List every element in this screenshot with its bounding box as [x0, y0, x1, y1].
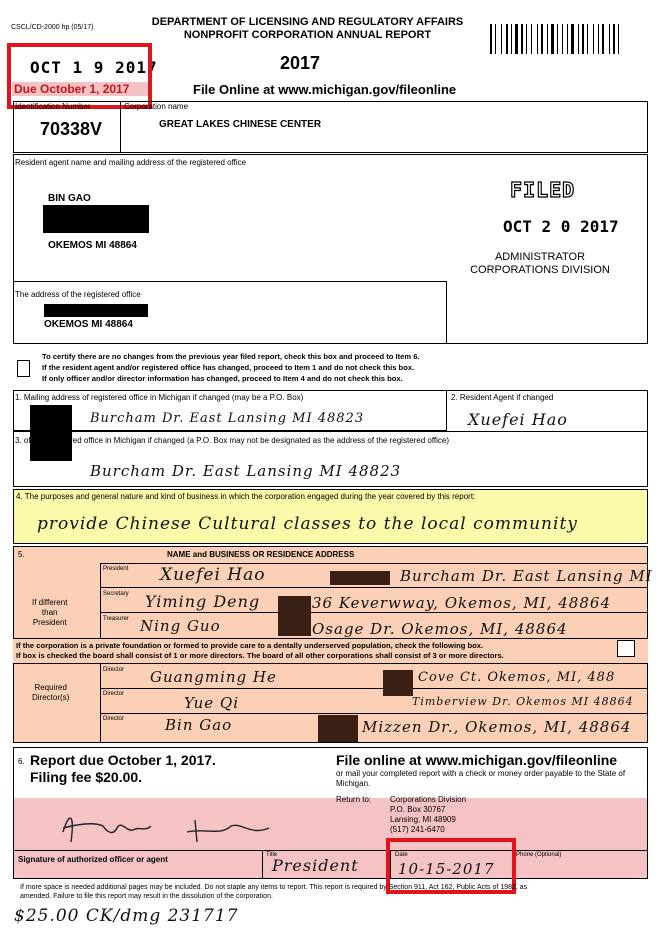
- required-directors-label: [32, 683, 69, 703]
- director-3-name: Bin Gao: [165, 716, 233, 734]
- officer-row-rule-2: [100, 612, 648, 613]
- president-text: President: [32, 618, 67, 627]
- item2-label: 2. Resident Agent if changed: [451, 393, 554, 402]
- due-date-stamp: Due October 1, 2017: [12, 82, 148, 96]
- phone-label: Phone (Optional): [516, 852, 562, 858]
- officer-row-rule-1: [100, 587, 648, 588]
- item6-num: 6.: [18, 757, 25, 766]
- form-id: CSCL/CD-2000 hp (05/17): [11, 24, 94, 31]
- return-address-line4: (517) 241-6470: [390, 825, 445, 834]
- item6-fee: Filing fee $20.00.: [30, 769, 143, 785]
- return-address-line2: P.O. Box 30767: [390, 805, 446, 814]
- director-role-divider: [100, 664, 101, 743]
- officer-role-divider: [100, 563, 101, 648]
- item1-value: Burcham Dr. East Lansing MI 48823: [90, 411, 365, 426]
- directors-text: Director(s): [32, 693, 70, 702]
- return-address-line3: Lansing, MI 48909: [390, 815, 456, 824]
- redacted-office-street: [44, 304, 148, 317]
- director-row-rule-1: [100, 688, 648, 689]
- received-date-stamp: OCT 1 9 2017: [30, 58, 158, 77]
- redacted-director-3: [318, 715, 358, 742]
- director-2-address: Timberview Dr. Okemos MI 48864: [412, 695, 634, 708]
- director-row-rule-2: [100, 713, 648, 714]
- form-year: 2017: [280, 53, 321, 73]
- if-different-label: [32, 598, 67, 628]
- role-director-2: Director: [103, 691, 125, 697]
- item4-label: 4. The purposes and general nature and kind of business in which the corporation engaged during the year covered by this report:: [16, 492, 476, 501]
- footer-line2: amended. Failure to file this report may result in the dissolution of the corporation.: [20, 893, 273, 900]
- registered-office-label: The address of the registered office: [15, 290, 141, 299]
- director-1-name: Guangming He: [150, 668, 277, 686]
- filed-date-stamp: OCT 2 0 2017: [503, 217, 619, 236]
- role-president: President: [103, 566, 129, 572]
- item2-value: Xuefei Hao: [468, 410, 568, 429]
- header-report: NONPROFIT CORPORATION ANNUAL REPORT: [183, 29, 432, 41]
- certify-line3: If only officer and/or director information has changed, proceed to Item 4 and do not check this box.: [42, 374, 403, 383]
- title-label: Title: [266, 852, 278, 858]
- corp-name-label: Corporation name: [124, 102, 189, 111]
- certify-line2: If the resident agent and/or registered office has changed, proceed to Item 1 and do not check this box.: [42, 363, 415, 372]
- id-number: 70338V: [40, 119, 103, 139]
- header-file-online: File Online at www.michigan.gov/fileonline: [193, 82, 457, 97]
- if-different-text: If different: [32, 598, 68, 607]
- foundation-checkbox[interactable]: [617, 640, 635, 657]
- title-divider: [262, 850, 263, 878]
- received-highlight-box: [7, 43, 152, 109]
- footer-text: [20, 883, 640, 901]
- item3-label: 3. of the registered office in Michigan if changed (a P.O. Box may not be designated as the address of the registered office): [15, 436, 450, 445]
- director-1-address: Cove Ct. Okemos, MI, 488: [418, 670, 616, 685]
- item3-value: Burcham Dr. East Lansing MI 48823: [90, 462, 402, 480]
- officer-secretary-address: 36 Keverwway, Okemos, MI, 48864: [312, 594, 611, 612]
- filed-admin-line2: CORPORATIONS DIVISION: [470, 264, 610, 276]
- form-header: [130, 16, 485, 42]
- officer-president-name: Xuefei Hao: [160, 565, 266, 585]
- item6-due: Report due October 1, 2017.: [30, 752, 216, 768]
- signature-line: [14, 850, 647, 851]
- item6-mail-text: or mail your completed report with a check or money order payable to the State of Michigan.: [336, 769, 626, 788]
- certify-line1: To certify there are no changes from the previous year filed report, check this box and proceed to Item 6.: [42, 352, 420, 361]
- role-director-1: Director: [103, 667, 125, 673]
- role-director-3: Director: [103, 716, 125, 722]
- director-3-address: Mizzen Dr., Okemos, MI, 48864: [362, 718, 632, 736]
- redacted-officer-1: [330, 571, 390, 585]
- resident-agent-city: OKEMOS MI 48864: [48, 240, 137, 251]
- corp-name: GREAT LAKES CHINESE CENTER: [159, 119, 322, 130]
- officer-treasurer-name: Ning Guo: [140, 617, 221, 635]
- id-label: Identification Number: [15, 102, 91, 111]
- date-value: 10-15-2017: [398, 860, 495, 878]
- than-text: than: [41, 608, 58, 617]
- barcode: [490, 24, 650, 54]
- item6-file-online: File online at www.michigan.gov/fileonline: [336, 752, 618, 768]
- footer-line1: If more space is needed additional pages may be included. Do not staple any items to report. This report is required by Section 911, Act 162, Public Acts of 1982, as: [20, 884, 528, 891]
- filed-admin-line1: ADMINISTRATOR: [494, 251, 586, 263]
- filed-stamp: FILED: [510, 178, 576, 202]
- return-address-line1: Corporations Division: [390, 795, 467, 804]
- redacted-director-1: [383, 670, 413, 696]
- filed-admin-stamp: [470, 251, 610, 277]
- date-label: Date: [395, 852, 408, 858]
- redacted-street: [43, 205, 149, 233]
- return-to-label: Return to:: [336, 795, 372, 804]
- signature-label: Signature of authorized officer or agent: [18, 855, 168, 864]
- director-2-name: Yue Qi: [184, 694, 239, 712]
- foundation-line2: If box is checked the board shall consist of 1 or more directors. The board of all other corporations shall consist of 3 or more directors.: [16, 651, 504, 660]
- return-address: [390, 795, 466, 835]
- item5-num: 5.: [18, 550, 25, 559]
- header-dept: DEPARTMENT OF LICENSING AND REGULATORY AFFAIRS: [151, 16, 464, 28]
- no-change-checkbox[interactable]: [17, 360, 30, 377]
- foundation-line1: If the corporation is a private foundation or formed to provide care to a dentally underserved population, check the following box.: [16, 641, 484, 650]
- redacted-address-number: [30, 405, 72, 461]
- item5-header: NAME and BUSINESS OR RESIDENCE ADDRESS: [167, 550, 355, 559]
- certify-instructions: [42, 351, 420, 384]
- item1-label: 1. Mailing address of registered office in Michigan if changed (may be a P.O. Box): [15, 393, 304, 402]
- officer-secretary-name: Yiming Deng: [145, 592, 261, 611]
- title-value: President: [272, 856, 359, 875]
- resident-agent-label: Resident agent name and mailing address of the registered office: [15, 158, 247, 167]
- required-text: Required: [34, 683, 67, 692]
- resident-agent-name: BIN GAO: [48, 193, 91, 204]
- officer-president-address: Burcham Dr. East Lansing MI: [400, 567, 653, 585]
- registered-office-city: OKEMOS MI 48864: [44, 319, 133, 330]
- handwritten-payment-note: $25.00 CK/dmg 231717: [14, 906, 239, 926]
- role-secretary: Secretary: [103, 591, 129, 597]
- role-treasurer: Treasurer: [103, 616, 129, 622]
- officer-treasurer-address: Osage Dr. Okemos, MI, 48864: [312, 620, 568, 638]
- item5-header-rule: [100, 563, 648, 564]
- item4-value: provide Chinese Cultural classes to the local community: [37, 514, 578, 534]
- redacted-officer-2: [278, 596, 311, 636]
- signature-scribble: [55, 802, 285, 848]
- foundation-text: [16, 641, 504, 661]
